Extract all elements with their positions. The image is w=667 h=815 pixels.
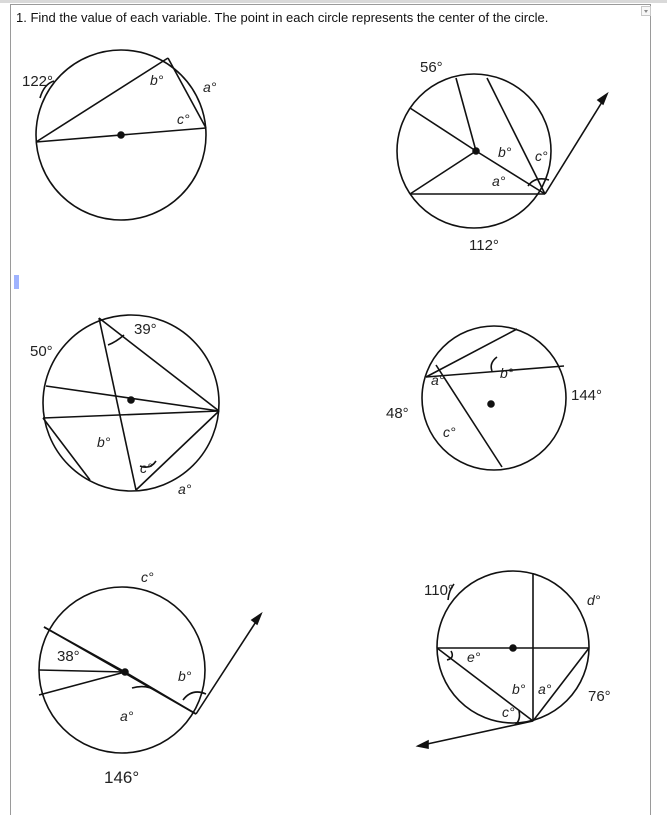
figure-3-angle-arc [108, 335, 124, 345]
figure-3-diameter [46, 386, 219, 411]
figure-3-chord-left [43, 418, 90, 480]
figure-4-arc-left-label: 48° [386, 405, 409, 422]
figure-5-b-label: b° [178, 668, 192, 684]
figure-3-c-label: c° [140, 460, 153, 476]
figure-2-chord-diag [410, 151, 476, 194]
figure-3-arc-left-label: 50° [30, 343, 53, 360]
figure-2-b-label: b° [498, 144, 512, 160]
figure-1-center [118, 132, 124, 138]
figure-1-arc-label: 122° [22, 73, 54, 90]
figure-3-chord-mid [43, 411, 219, 418]
figure-5-angle-left-label: 38° [57, 648, 80, 665]
figure-2-tangent-arrow [598, 94, 607, 104]
figure-3 [30, 315, 219, 497]
figure-6-b-label: b° [512, 681, 526, 697]
figure-6 [418, 571, 611, 748]
figure-2 [397, 59, 607, 254]
figure-5-a-label: a° [120, 708, 134, 724]
figure-4-c-label: c° [443, 424, 456, 440]
figure-6-arc-right-label: 76° [588, 688, 611, 705]
figure-4-center [488, 401, 494, 407]
figure-6-c-label: c° [502, 704, 515, 720]
figure-5-arc-bottom-label: 146° [104, 768, 140, 787]
figure-1-a-label: a° [203, 79, 217, 95]
figure-4-circle [422, 326, 566, 470]
figure-2-arc-top-label: 56° [420, 59, 443, 76]
figure-4-angle-arc [491, 357, 497, 371]
figure-5-tangent [196, 614, 261, 714]
figure-1-b-label: b° [150, 72, 164, 88]
figure-6-a-label: a° [538, 681, 552, 697]
figure-4-arc-right-label: 144° [571, 387, 603, 404]
question-text: 1. Find the value of each variable. The point in each circle represents the center of the circle. [16, 10, 549, 25]
figure-5-angle-arc-b [183, 692, 206, 700]
figure-5-radius-left [39, 670, 125, 672]
figure-4-b-label: b° [500, 365, 514, 381]
figure-6-d-label: d° [587, 592, 601, 608]
figure-6-tangent-arrow [418, 741, 428, 748]
figure-1-c-label: c° [177, 111, 190, 127]
figure-3-angle-top-label: 39° [134, 321, 157, 338]
figure-4-a-label: a° [431, 372, 445, 388]
figure-2-c-label: c° [535, 148, 548, 164]
figure-1-chord-left [36, 58, 168, 142]
figure-5-tangent-arrow [252, 614, 261, 624]
figure-5-chord-lower [39, 672, 125, 695]
figure-1 [22, 50, 217, 220]
figure-6-arc-label: 110° [424, 582, 454, 599]
figure-2-tangent [545, 94, 607, 194]
figure-4 [386, 326, 602, 470]
figure-2-arc-bottom-label: 112° [469, 237, 499, 254]
figure-2-a-label: a° [492, 173, 506, 189]
figure-4-chord-mid [426, 366, 564, 377]
figure-5-c-label: c° [141, 569, 154, 585]
figure-3-a-label: a° [178, 481, 192, 497]
figure-5 [39, 569, 261, 787]
figure-3-chord-vertical [99, 318, 136, 490]
figure-6-e-label: e° [467, 649, 481, 665]
figure-3-b-label: b° [97, 434, 111, 450]
